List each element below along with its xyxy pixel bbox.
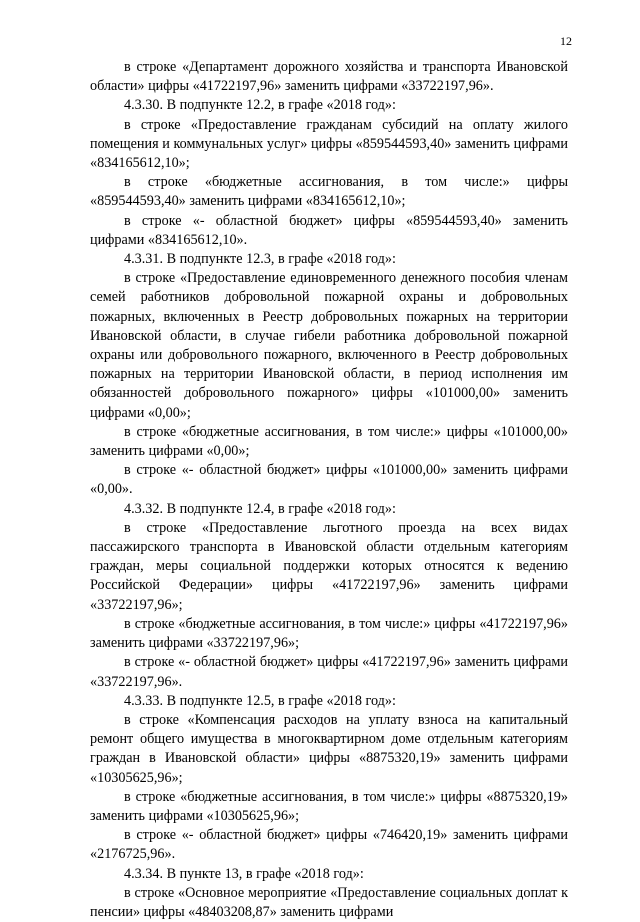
paragraph: в строке «- областной бюджет» цифры «859544593,40» заменить цифрами «834165612,10».: [90, 212, 568, 248]
paragraph: в строке «- областной бюджет» цифры «41722197,96» заменить цифрами «33722197,96».: [90, 654, 568, 690]
paragraph: 4.3.31. В подпункте 12.3, в графе «2018 год»:: [124, 251, 396, 268]
paragraph: в строке «бюджетные ассигнования, в том числе:» цифры «101000,00» заменить цифрами «0,00»;: [90, 423, 568, 460]
page-number: 12: [560, 34, 572, 48]
paragraph: в строке «Предоставление гражданам субсидий на оплату жилого помещения и коммунальных услуг» цифры «859544593,40» заменить цифрами «834165612,10»;: [90, 116, 568, 172]
paragraph: 4.3.33. В подпункте 12.5, в графе «2018 год»:: [124, 692, 396, 709]
paragraph: в строке «Департамент дорожного хозяйства и транспорта Ивановской области» цифры «41722197,96» заменить цифрами «33722197,96».: [90, 59, 568, 95]
paragraph: 4.3.30. В подпункте 12.2, в графе «2018 год»:: [124, 97, 396, 114]
paragraph: в строке «Предоставление льготного проезда на всех видах пассажирского транспорта в Ивановской области отдельным категориям граждан, меры социальной поддержки которых относятся к ведению Российской Федерации» цифры «41722197,96» заменить цифрами «33722197,96»;: [90, 519, 568, 613]
paragraph: в строке «Компенсация расходов на уплату взноса на капитальный ремонт общего имущества в многоквартирном доме отдельным категориям граждан в Ивановской области» цифры «8875320,19» заменить цифрами «10305625,96»;: [90, 711, 568, 786]
paragraph: 4.3.34. В пункте 13, в графе «2018 год»:: [124, 865, 364, 882]
paragraph: в строке «бюджетные ассигнования, в том числе:» цифры «41722197,96» заменить цифрами «33722197,96»;: [90, 615, 568, 652]
paragraph: в строке «Предоставление единовременного денежного пособия членам семей работников добровольной пожарной охраны и добровольных пожарных, включенных в Реестр добровольных пожарных на территории Ивановской области, в случае гибели работника добровольной пожарной охраны или добровольного пожарного, включенного в Реестр добровольных пожарных на территории Ивановской области, в период исполнения им обязанностей добровольного пожарного» цифры «101000,00» заменить цифрами «0,00»;: [90, 270, 568, 421]
paragraph: в строке «- областной бюджет» цифры «746420,19» заменить цифрами «2176725,96».: [90, 827, 568, 863]
paragraph: в строке «бюджетные ассигнования, в том числе:» цифры «8875320,19» заменить цифрами «10305625,96»;: [90, 788, 568, 824]
paragraph: в строке «бюджетные ассигнования, в том числе:» цифры «859544593,40» заменить цифрами «834165612,10»;: [90, 174, 568, 210]
paragraph: в строке «- областной бюджет» цифры «101000,00» заменить цифрами «0,00».: [90, 462, 568, 498]
document-body: [90, 58, 568, 922]
paragraph: в строке «Основное мероприятие «Предоставление социальных доплат к пенсии» цифры «48403208,87» заменить цифрами: [90, 884, 568, 920]
paragraph: 4.3.32. В подпункте 12.4, в графе «2018 год»:: [124, 500, 396, 517]
